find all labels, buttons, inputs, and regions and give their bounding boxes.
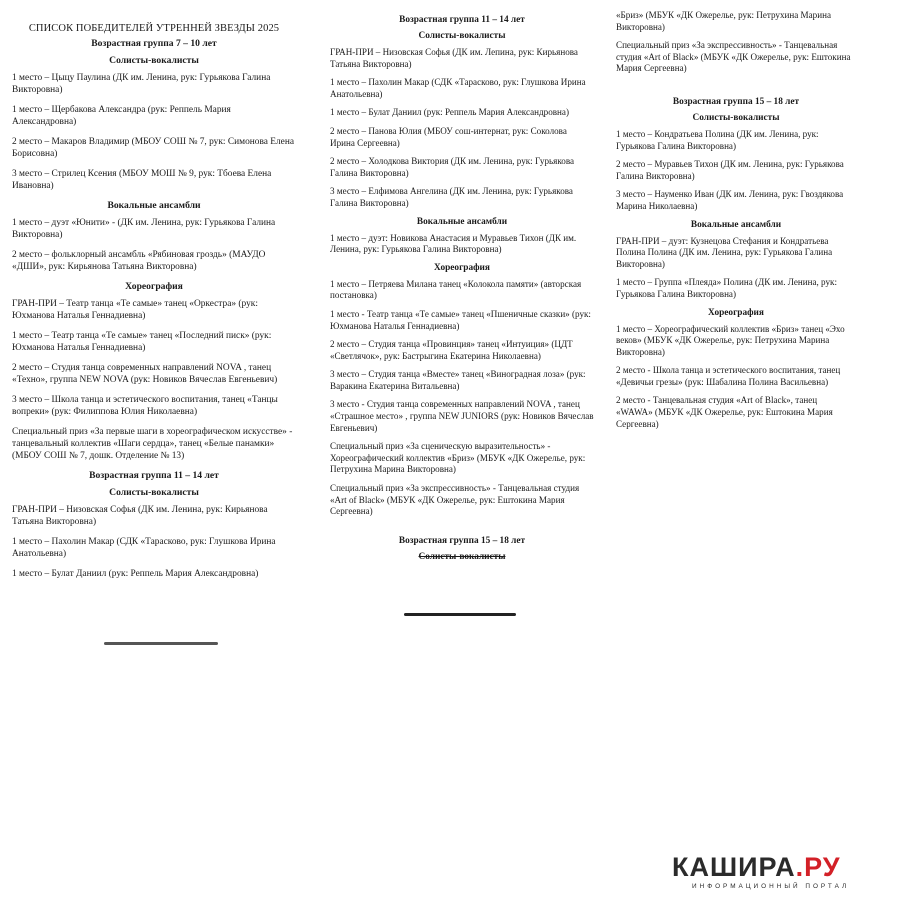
winner-entry: ГРАН-ПРИ – Театр танца «Те самые» танец «Оркестра» (рук: Юхманова Наталья Геннадиевна) (12, 299, 258, 321)
winner-entry: ГРАН-ПРИ – дуэт: Кузнецова Стефания и Кондратьева Полина Полина (ДК им. Ленина, рук: Гурьякова Галина Викторовна) (616, 235, 833, 269)
section-heading: Солисты-вокалисты (692, 112, 780, 123)
winner-entry: 1 место – Хореографический коллектив «Бриз» танец «Эхо веков» (МБУК «ДК Ожерелье, рук: Петрухина Марина Викторовна) (616, 323, 845, 357)
logo-subtitle: ИНФОРМАЦИОННЫЙ ПОРТАЛ (692, 883, 850, 890)
winner-entry: 2 место – Макаров Владимир (МБОУ СОШ № 7, рук: Симонова Елена Борисовна) (12, 137, 295, 159)
winner-entry: 1 место – Булат Даниил (рук: Реппель Мария Александровна) (330, 107, 569, 118)
winner-entry: 1 место – Пахолин Макар (СДК «Тарасково, рук: Глушкова Ирина Анатольевна) (12, 537, 276, 559)
page-column-3 (616, 0, 856, 440)
winner-entry: 1 место – Цыцу Паулина (ДК им. Ленина, рук: Гурьякова Галина Викторовна) (12, 73, 271, 95)
pen-underline-mark (404, 613, 516, 616)
page-column-2 (330, 0, 594, 620)
special-prize-entry: Специальный приз «За экспрессивность» - Танцевальная студия «Art of Black» (МБУК «ДК Ожерелье, рук: Ештокина Мария Сергеевна) (330, 483, 580, 517)
winner-entry: 3 место – Стрилец Ксения (МБОУ МОШ № 9, рук: Тбоева Елена Ивановна) (12, 169, 272, 191)
winner-entry: ГРАН-ПРИ – Низовская Софья (ДК им. Лепина, рук: Кирьянова Татьяна Викторовна) (330, 47, 578, 69)
special-prize-entry: Специальный приз «За сценическую выразительность» - Хореографический коллектив «Бриз» (МБУК «ДК Ожерелье, рук: Петрухина Марина Викторовна) (330, 441, 586, 475)
winner-entry: 3 место - Студия танца современных направлений NOVA , танец «Страшное место» , группа NEW JUNIORS (рук: Новиков Вячеслав Евгеньевич) (330, 399, 594, 433)
page-column-1 (12, 0, 296, 652)
winner-entry: 2 место - Танцевальная студия «Art of Black», танец «WAWA» (МБУК «ДК Ожерелье, рук: Ештокина Мария Сергеевна) (616, 395, 833, 429)
section-heading: Солисты-вокалисты (109, 55, 199, 66)
winner-entry: 1 место – Театр танца «Те самые» танец «Последний писк» (рук: Юхманова Наталья Геннадиевна) (12, 331, 272, 353)
section-heading: Солисты-вокалисты (418, 31, 506, 41)
winner-entry: 2 место – Муравьев Тихон (ДК им. Ленина, рук: Гурьякова Галина Викторовна) (616, 159, 844, 181)
winner-entry: ГРАН-ПРИ – Низовская Софья (ДК им. Ленина, рук: Кирьянова Татьяна Викторовна) (12, 505, 268, 527)
section-heading: Вокальные ансамбли (107, 200, 201, 211)
section-heading: Хореография (434, 262, 490, 273)
age-group-heading: Возрастная группа 15 – 18 лет (672, 96, 800, 107)
special-prize-entry: Специальный приз «За экспрессивность» - Танцевальная студия «Art of Black» (МБУК «ДК Ожерелье, рук: Ештокина Мария Сергеевна) (616, 40, 851, 74)
logo-wordmark (672, 852, 841, 883)
special-prize-entry: Специальный приз «За первые шаги в хореографическом искусстве» - танцевальный коллектив «Шаги сердца», танец «Белые панамки» (МБОУ СОШ № 7, дошк. Отделение № 13) (12, 427, 293, 461)
winner-entry: 3 место – Елфимова Ангелина (ДК им. Ленина, рук: Гурьякова Галина Викторовна) (330, 186, 573, 208)
logo-accent-text: .РУ (795, 852, 841, 882)
pen-underline-mark (104, 642, 218, 645)
section-heading: Хореография (708, 307, 764, 318)
winner-entry: 1 место – Пахолин Макар (СДК «Тарасково, рук: Глушкова Ирина Анатольевна) (330, 77, 586, 99)
winner-entry: 2 место - Школа танца и эстетического воспитания, танец «Девичьи грезы» (рук: Шабалина Полина Васильевна) (616, 365, 841, 387)
section-heading: Вокальные ансамбли (416, 216, 508, 227)
winner-entry: 2 место – Панова Юлия (МБОУ сош-интернат, рук: Соколова Ирина Сергеевна) (330, 125, 567, 148)
winner-entry: 1 место – дуэт «Юнити» - (ДК им. Ленина, рук: Гурьякова Галина Викторовна) (12, 218, 276, 240)
winner-entry-continued: «Бриз» (МБУК «ДК Ожерелье, рук: Петрухина Марина Викторовна) (616, 10, 831, 32)
age-group-heading: Возрастная группа 11 – 14 лет (399, 15, 525, 25)
document-title: СПИСОК ПОБЕДИТЕЛЕЙ УТРЕННЕЙ ЗВЕЗДЫ 2025 (28, 23, 280, 34)
winner-entry: 1 место – дуэт: Новикова Анастасия и Муравьев Тихон (ДК им. Ленина, рук: Гурьякова Галина Викторовна) (330, 232, 577, 255)
section-heading: Вокальные ансамбли (690, 219, 782, 230)
winner-entry: 2 место – Студия танца «Провинция» танец «Интуиция» (ЦДТ «Светлячок», рук: Бастрыгина Екатерина Николаевна) (330, 339, 573, 361)
age-group-heading: Возрастная группа 11 – 14 лет (89, 470, 219, 481)
logo-main-text: КАШИРА (672, 852, 796, 882)
winner-entry: 1 место – Группа «Плеяда» Полина (ДК им. Ленина, рук: Гурьякова Галина Викторовна) (616, 277, 837, 299)
winner-entry: 3 место – Науменко Иван (ДК им. Ленина, рук: Гвоздякова Марина Николаевна) (616, 189, 844, 211)
winner-entry: 3 место – Школа танца и эстетического воспитания, танец «Танцы вопреки» (рук: Филиппова Юлия Николаевна) (12, 395, 278, 417)
age-group-heading: Возрастная группа 15 – 18 лет (398, 535, 526, 546)
winner-entry: 1 место – Кондратьева Полина (ДК им. Ленина, рук: Гурьякова Галина Викторовна) (616, 128, 819, 151)
winner-entry: 2 место – Студия танца современных направлений NOVA , танец «Техно», группа NEW NOVA (рук: Новиков Вячеслав Евгеньевич) (12, 363, 278, 385)
section-heading: Солисты-вокалисты (109, 487, 199, 498)
winner-entry: 1 место - Театр танца «Те самые» танец «Пшеничные сказки» (рук: Юхманова Наталья Геннадиевна) (330, 308, 591, 331)
age-group-heading: Возрастная группа 7 – 10 лет (91, 38, 217, 49)
winner-entry: 1 место – Булат Даниил (рук: Реппель Мария Александровна) (12, 569, 259, 579)
winner-entry: 1 место – Щербакова Александра (рук: Реппель Мария Александровна) (12, 105, 231, 127)
winner-entry: 3 место – Студия танца «Вместе» танец «Виноградная лоза» (рук: Варакина Екатерина Витальевна) (330, 369, 586, 391)
site-logo (672, 852, 872, 896)
winner-entry: 2 место – Холодкова Виктория (ДК им. Ленина, рук: Гурьякова Галина Викторовна) (330, 156, 575, 178)
winner-entry: 2 место – фольклорный ансамбль «Рябиновая гроздь» (МАУДО «ДШИ», рук: Кирьянова Татьяна Викторовна) (12, 250, 266, 272)
section-heading: Хореография (125, 281, 183, 292)
section-heading-struck: Солисты-вокалисты (418, 551, 506, 562)
winner-entry: 1 место – Петряева Милана танец «Колокола памяти» (авторская постановка) (330, 278, 582, 301)
